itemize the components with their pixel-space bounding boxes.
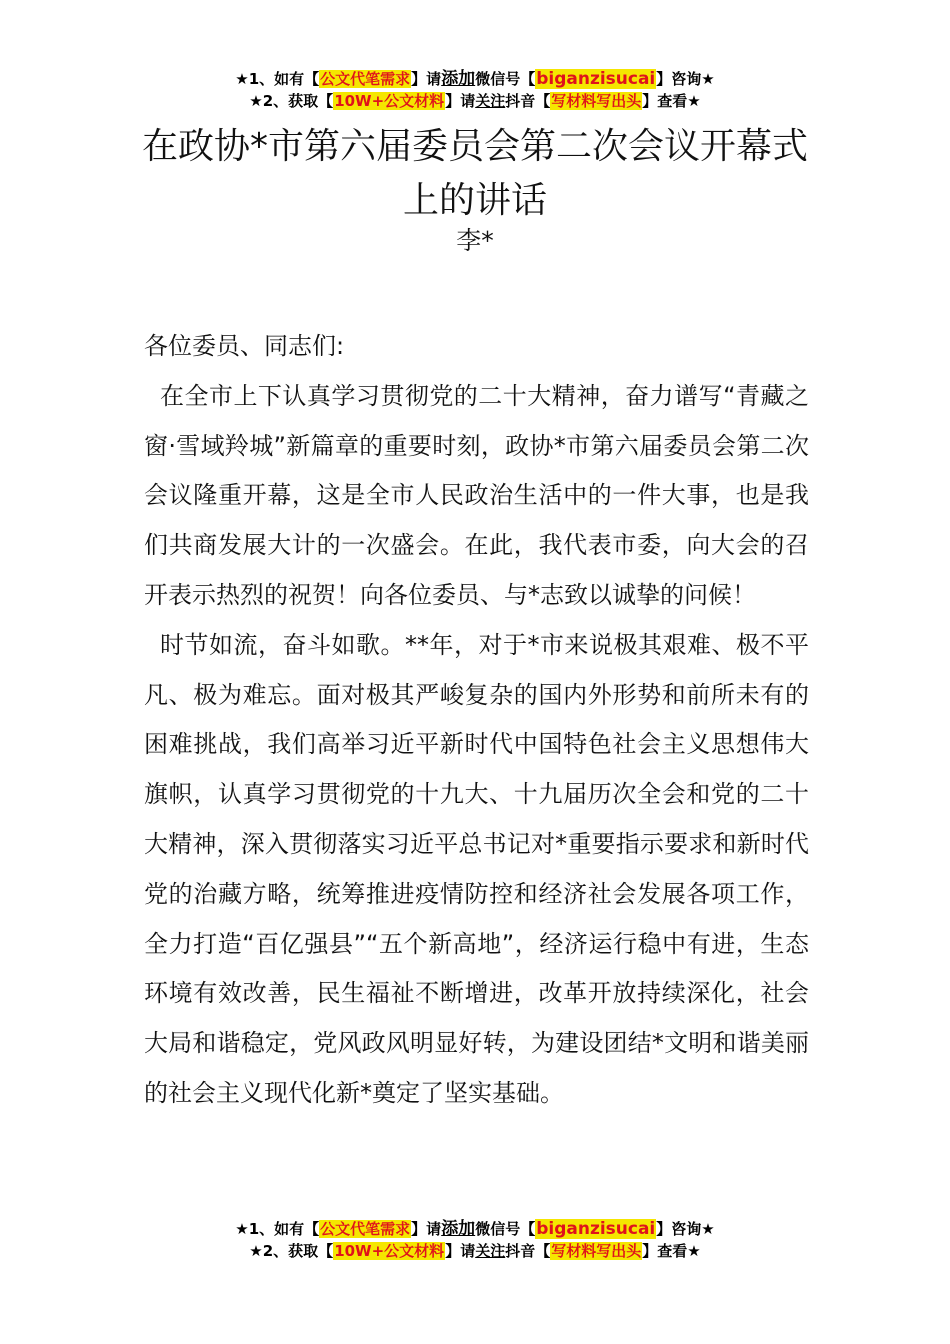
- promo-line-1: [0, 68, 950, 90]
- promo-underline: 关注: [475, 92, 506, 110]
- promo-highlight-service: 公文代笔需求: [320, 70, 411, 88]
- promo-highlight-materials: 10W+公文材料: [334, 92, 445, 110]
- promo-text: 】请: [411, 70, 442, 88]
- promo-text: 抖音【: [505, 1242, 551, 1260]
- promo-highlight-douyin: 写材料写出头: [551, 92, 642, 110]
- promo-line-2: [0, 1240, 950, 1262]
- title-line-1: 在政协*市第六届委员会第二次会议开幕式: [141, 126, 808, 167]
- author: 李*: [456, 226, 494, 255]
- promo-text: ★1、如有【: [235, 1220, 320, 1238]
- promo-line-1: [0, 1218, 950, 1240]
- title-line-2: 上的讲话: [402, 180, 547, 221]
- promo-underline: 添加: [441, 1219, 476, 1239]
- promo-line-2: [0, 90, 950, 112]
- paragraph: 时节如流，奋斗如歌。**年，对于*市来说极其艰难、极不平凡、极为难忘。面对极其严峻复杂的国内外形势和前所未有的困难挑战，我们高举习近平新时代中国特色社会主义思想伟大旗帜，认真学习贯彻党的十九大、十九届历次全会和党的二十大精神，深入贯彻落实习近平总书记对*重要指示要求和新时代党的治藏方略，统筹推进疫情防控和经济社会发展各项工作，全力打造“百亿强县”“五个新高地”，经济运行稳中有进，生态环境有效改善，民生福祉不断增进，改革开放持续深化，社会大局和谐稳定，党风政风明显好转，为建设团结*文明和谐美丽的社会主义现代化新*奠定了坚实基础。: [144, 630, 809, 1107]
- promo-highlight-service: 公文代笔需求: [320, 1220, 411, 1238]
- promo-highlight-wechat-id: biganzisucai: [536, 69, 656, 89]
- promo-text: 】咨询★: [656, 1220, 715, 1238]
- paragraph: 在全市上下认真学习贯彻党的二十大精神，奋力谱写“青藏之窗·雪域羚城”新篇章的重要时刻，政协*市第六届委员会第二次会议隆重开幕，这是全市人民政治生活中的一件大事，也是我们共商发展大计的一次盛会。在此，我代表市委，向大会的召开表示热烈的祝贺！向各位委员、与*志致以诚挚的问候！: [144, 381, 809, 609]
- promo-text: 抖音【: [505, 92, 551, 110]
- top-promo-banner: [0, 68, 950, 112]
- document-body: [144, 322, 809, 1119]
- promo-text: 】查看★: [642, 92, 701, 110]
- bottom-promo-banner: [0, 1218, 950, 1262]
- promo-text: 】请: [445, 92, 476, 110]
- promo-highlight-materials: 10W+公文材料: [334, 1242, 445, 1260]
- promo-text: ★2、获取【: [249, 1242, 334, 1260]
- promo-underline: 关注: [475, 1242, 506, 1260]
- promo-underline: 添加: [441, 69, 476, 89]
- promo-text: 】请: [411, 1220, 442, 1238]
- promo-highlight-wechat-id: biganzisucai: [536, 1219, 656, 1239]
- salutation: 各位委员、同志们:: [144, 332, 345, 360]
- promo-text: ★2、获取【: [249, 92, 334, 110]
- promo-text: 】咨询★: [656, 70, 715, 88]
- promo-highlight-douyin: 写材料写出头: [551, 1242, 642, 1260]
- promo-text: 微信号【: [475, 70, 536, 88]
- promo-text: 微信号【: [475, 1220, 536, 1238]
- promo-text: ★1、如有【: [235, 70, 320, 88]
- promo-text: 】查看★: [642, 1242, 701, 1260]
- document-title: [120, 120, 830, 228]
- promo-text: 】请: [445, 1242, 476, 1260]
